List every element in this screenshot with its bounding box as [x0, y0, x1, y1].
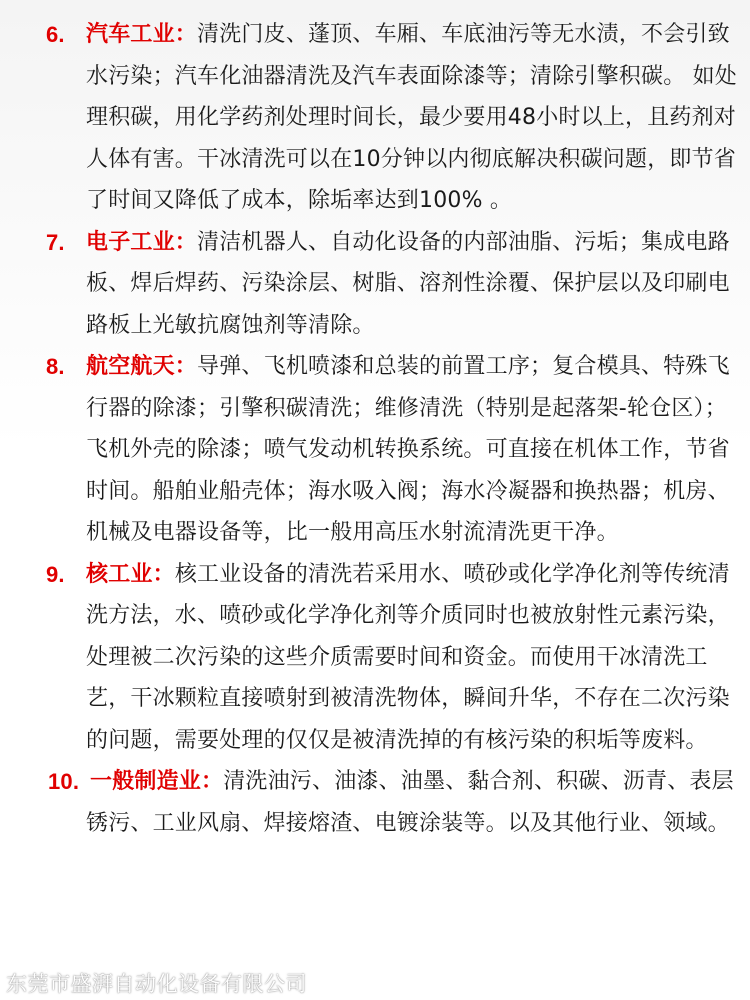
document-body [0, 14, 750, 844]
list-item-electronics [0, 222, 750, 347]
list-item-automotive [0, 14, 750, 222]
list-item-general-manufacturing [0, 761, 750, 844]
item-title: 航空航天： [86, 354, 198, 379]
item-text: 清洁机器人、自动化设备的内部油脂、污垢；集成电路板、焊后焊药、污染涂层、树脂、溶剂性涂覆、保护层以及印刷电路板上光敏抗腐蚀剂等清除。 [86, 229, 730, 338]
item-text: 清洗门皮、蓬顶、车厢、车底油污等无水渍，不会引致水污染；汽车化油器清洗及汽车表面除漆等；清除引擎积碳。 如处理积碳，用化学药剂处理时间长，最少要用48小时以上，且药剂对人体有害。干冰清洗可以在10分钟以内彻底解决积碳问题，即节省了时间又降低了成本，除垢率达到100% 。 [86, 22, 737, 213]
item-title: 汽车工业： [86, 22, 198, 47]
item-title: 一般制造业： [90, 769, 224, 794]
item-title: 电子工业： [86, 229, 198, 255]
item-number: 8. [46, 354, 65, 379]
item-text: 清洗油污、油漆、油墨、黏合剂、积碳、沥青、表层锈污、工业风扇、焊接熔渣、电镀涂装等。以及其他行业、领域。 [86, 769, 734, 836]
item-number: 10. [48, 769, 80, 794]
list-item-nuclear [0, 554, 750, 762]
item-number: 9. [46, 561, 65, 587]
item-number: 7. [46, 229, 65, 255]
item-text: 核工业设备的清洗若采用水、喷砂或化学净化剂等传统清洗方法，水、喷砂或化学净化剂等介质同时也被放射性元素污染，处理被二次污染的这些介质需要时间和资金。而使用干冰清洗工艺，干冰颗粒直接喷射到被清洗物体，瞬间升华，不存在二次污染的问题，需要处理的仅仅是被清洗掉的有核污染的积垢等废料。 [86, 561, 730, 753]
item-title: 核工业： [86, 561, 175, 587]
list-item-aerospace [0, 346, 750, 554]
company-watermark: 东莞市盛湃自动化设备有限公司 [6, 972, 307, 996]
item-text: 导弹、飞机喷漆和总装的前置工序；复合模具、特殊飞行器的除漆；引擎积碳清洗；维修清洗（特别是起落架-轮仓区）；飞机外壳的除漆；喷气发动机转换系统。可直接在机体工作，节省时间。船舶业船壳体；海水吸入阀；海水冷凝器和换热器；机房、机械及电器设备等，比一般用高压水射流清洗更干净。 [86, 354, 730, 545]
item-number: 6. [46, 22, 65, 47]
